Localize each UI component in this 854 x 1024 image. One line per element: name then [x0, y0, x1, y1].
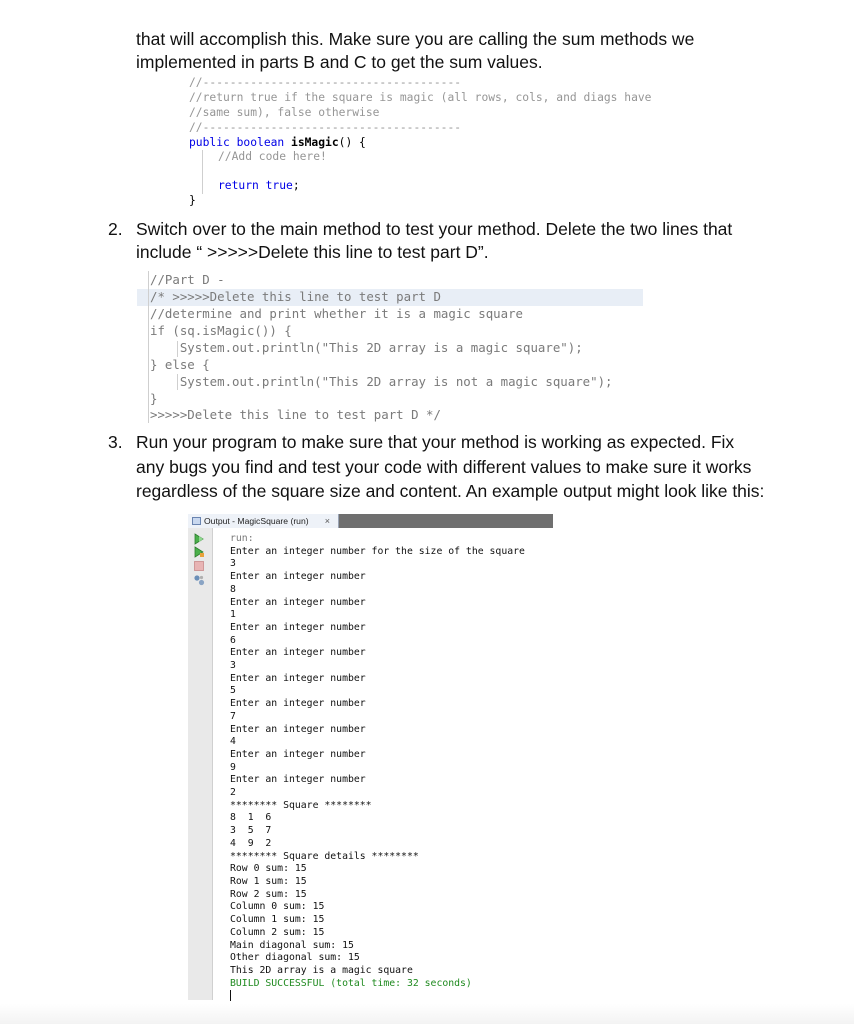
console-text — [230, 533, 525, 1004]
code-closing-brace: } — [189, 194, 196, 207]
step-3-number: 3. — [108, 432, 123, 452]
code-line: System.out.println("This 2D array is not a magic square"); — [150, 374, 613, 389]
output-toolbar — [188, 528, 213, 1000]
code-line: //determine and print whether it is a magic square — [150, 306, 523, 321]
code-punctuation: () { — [338, 136, 366, 149]
code-method-name: isMagic — [291, 136, 339, 149]
output-tab-bar — [188, 514, 553, 528]
step-3-line-1: Run your program to make sure that your method is working as expected. Fix — [136, 432, 735, 452]
console-run-line: run: — [230, 533, 254, 544]
code-keyword: public boolean — [189, 136, 292, 149]
settings-icon[interactable] — [193, 574, 205, 586]
step-3-line-3: regardless of the square size and content. An example output might look like this: — [136, 481, 765, 501]
stop-icon[interactable] — [193, 560, 205, 572]
indent-guide — [148, 271, 149, 423]
rerun-icon[interactable] — [193, 533, 205, 545]
close-icon[interactable]: × — [324, 516, 330, 526]
code-line: } else { — [150, 357, 210, 372]
step-2-line-2: include “ >>>>>Delete this line to test part D”. — [136, 242, 489, 262]
step-2-line-1: Switch over to the main method to test your method. Delete the two lines that — [136, 219, 733, 239]
console-program-output: Enter an integer number for the size of the square 3 Enter an integer number 8 Enter an integer number 1 Enter an integer number 6 Enter an integer number 3 Enter an integer number 5 Enter an integer number 7 Enter an integer number 4 Enter an integer number 9 Enter an integer number 2 ******** Square ******** 8 1 6 3 5 7 4 9 2 ******** Square details ******** Row 0 sum: 15 Row 1 sum: 15 Row 2 sum: 15 Column 0 sum: 15 Column 1 sum: 15 Column 2 sum: 15 Main diagonal sum: 15 Other diagonal sum: 15 This 2D array is a magic square — [230, 545, 525, 976]
code-line: } — [150, 391, 158, 406]
code-return-statement — [218, 178, 300, 193]
code-line: /* >>>>>Delete this line to test part D — [150, 289, 441, 304]
code-method-declaration — [189, 135, 366, 150]
code-line: System.out.println("This 2D array is a magic square"); — [150, 340, 583, 355]
code-comment: //Add code here! — [218, 150, 327, 163]
text-cursor — [230, 990, 231, 1001]
page-bottom-edge — [0, 1004, 854, 1024]
console-build-status: BUILD SUCCESSFUL (total time: 32 seconds) — [230, 977, 472, 989]
code-comment: //return true if the square is magic (all rows, cols, and diags have — [189, 91, 652, 104]
code-punctuation: ; — [292, 179, 300, 192]
code-line: if (sq.isMagic()) { — [150, 323, 292, 338]
code-comment: //same sum), false otherwise — [189, 106, 380, 119]
output-tab[interactable] — [188, 514, 339, 528]
step-3-line-2: any bugs you find and test your code with different values to make sure it works — [136, 457, 752, 477]
indent-guide — [202, 150, 203, 194]
output-tab-label: Output - MagicSquare (run) — [204, 516, 309, 526]
output-window-icon — [192, 517, 201, 525]
intro-line-1: that will accomplish this. Make sure you are calling the sum methods we — [136, 29, 695, 49]
code-separator: //-------------------------------------- — [189, 76, 462, 89]
step-2-number: 2. — [108, 219, 123, 239]
rerun-with-options-icon[interactable] — [193, 546, 205, 558]
code-keyword: return true — [218, 179, 293, 192]
intro-line-2: implemented in parts B and C to get the sum values. — [136, 52, 543, 72]
code-separator: //-------------------------------------- — [189, 121, 462, 134]
code-line: >>>>>Delete this line to test part D */ — [150, 407, 441, 422]
code-line: //Part D - — [150, 272, 225, 287]
